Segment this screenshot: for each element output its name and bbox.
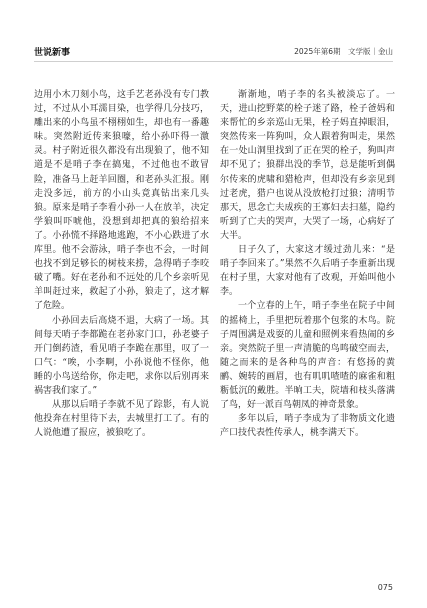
paragraph: 多年以后，哨子李成为了非物质文化遗产口技代表性传承人，桃李满天下。	[220, 414, 395, 439]
paragraph: 渐渐地，哨子李的名头被淡忘了。一天，进山挖野菜的栓子迷了路，栓子爸妈和来帮忙的乡亲巡山无果，栓子妈直掉眼泪，突然传来一阵狗叫，众人跟着狗叫走，果然在一处山洞里找到了正在哭的栓子，狗叫声却不见了；狼群出没的季节，总是能听到偶尔传来的虎啸和猎枪声，但却没有乡亲见到过老虎，猎户也说从没放枪打过狼；清明节那天，思念亡夫成疾的王寡妇去扫墓，隐约听到了亡夫的哭声，大哭了一场，心病好了大半。	[220, 90, 395, 241]
paragraph: 边用小木刀刻小鸟，这手艺老孙没有专门教过，不过从小耳濡目染，也学得几分技巧，雕出来的小鸟虽不栩栩如生，却也有一番趣味。突然附近传来狼嚎，给小孙吓得一激灵。村子附近很久都没有出现狼了，他不知道是不是哨子李在搞鬼，不过他也不敢冒险，准备马上赶羊回圈，和老孙头汇报。刚走没多远，前方的小山头竟真钻出来几头狼。原来是哨子李看小孙一人在放羊，决定学狼叫吓唬他，没想到却把真的狼给招来了。小孙慌不择路地逃跑，不小心跌进了水库里。他不会游泳，哨子李也不会，一时间也找不到足够长的树枝来捞，急得哨子李咬破了嘴。好在老孙和不远处的几个乡亲听见羊叫赶过来，救起了小孙，狼走了，这才解了危险。	[34, 90, 209, 312]
paragraph: 从那以后哨子李就不见了踪影，有人说他投奔在村里待下去，去城里打工了。有的人说他遭了报应，被狼吃了。	[34, 400, 209, 439]
magazine-brand: 世说新事	[34, 47, 71, 58]
paragraph: 一个立春的上午，哨子李坐在院子中间的摇椅上，手里把玩着那个包浆的木鸟。院子周围满是戏耍的儿童和照例来看热闹的乡亲。突然院子里一声清脆的鸟鸣破空而去，随之而来的是各种鸟的声音：有悠扬的黄鹂、婉转的画眉，也有叽叽喳喳的麻雀和粗粝低沉的戴胜。半晌工夫，院墙和枝头落满了鸟，好一派百鸟朝凤的神奇景象。	[220, 301, 395, 411]
left-text-column	[34, 88, 209, 558]
paragraph: 小孙回去后高烧不退，大病了一场。其间每天哨子李都跪在老孙家门口，孙老婆子开门倒药渣，看见哨子李跪在那里，叹了一口气：“唉，小李啊，小孙说他不怪你，他睡的小鸟送给你，你走吧，求你以后别再来祸害我们家了。”	[34, 315, 209, 396]
page-header	[34, 44, 393, 62]
right-text-column	[220, 88, 395, 558]
page-number: 075	[377, 583, 393, 592]
paragraph: 日子久了，大家这才缓过劲儿来：“是哨子李回来了。”果然不久后哨子李重新出现在村子里，大家对他有了改观，开始叫他小李。	[220, 245, 395, 298]
issue-info: 2025年第6期 文学版｜金山	[294, 46, 393, 56]
